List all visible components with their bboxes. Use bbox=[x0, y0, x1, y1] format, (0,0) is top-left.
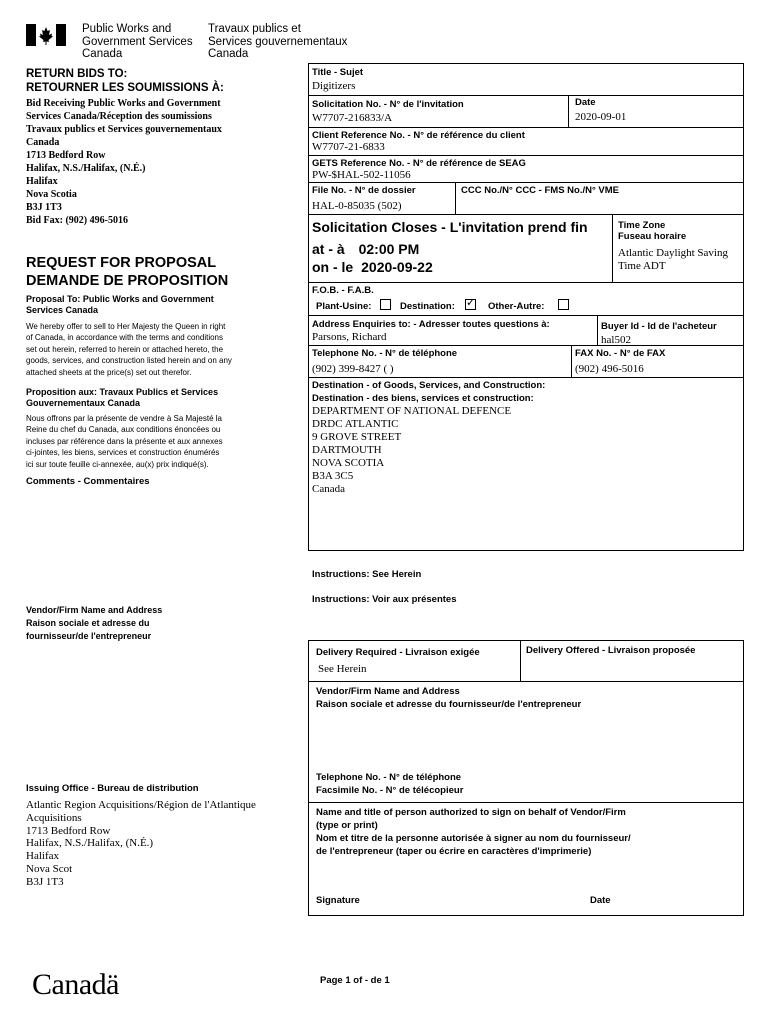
address-enquiries-label: Address Enquiries to: - Adresser toutes questions à: bbox=[312, 319, 550, 330]
address-enquiries-value: Parsons, Richard bbox=[312, 331, 387, 343]
buyer-id-label: Buyer Id - Id de l'acheteur bbox=[601, 321, 717, 332]
delivery-required-label: Delivery Required - Livraison exigée bbox=[316, 647, 480, 658]
vendor-telephone-label: Telephone No. - N° de téléphone bbox=[316, 772, 462, 783]
instructions-fr: Instructions: Voir aux présentes bbox=[312, 594, 457, 605]
signature-date-label: Date bbox=[590, 895, 611, 906]
issuing-office-label: Issuing Office - Bureau de distribution bbox=[26, 783, 199, 794]
date-label: Date bbox=[575, 97, 596, 108]
fax-label: FAX No. - N° de FAX bbox=[575, 348, 666, 359]
vendor-facsimile-label: Facsimile No. - N° de télécopieur bbox=[316, 785, 464, 796]
issuing-office-address: Atlantic Region Acquisitions/Région de l'Atlantique Acquisitions 1713 Bedford Row Halifax, N.S./Halifax, (N.É.) Halifax Nova Scot B3J 1T3 bbox=[26, 799, 256, 888]
solicitation-closes-label: Solicitation Closes - L'invitation prend fin bbox=[312, 219, 588, 235]
vendor-firm-label: Vendor/Firm Name and Address Raison sociale et adresse du fournisseur/de l'entrepreneur bbox=[316, 686, 582, 710]
destination-goods-address: DEPARTMENT OF NATIONAL DEFENCE DRDC ATLANTIC 9 GROVE STREET DARTMOUTH NOVA SCOTIA B3A 3C5 Canada bbox=[312, 405, 512, 495]
plant-checkbox[interactable] bbox=[380, 299, 391, 310]
time-zone-label: Time Zone Fuseau horaire bbox=[618, 220, 687, 242]
canada-flag-icon bbox=[26, 24, 66, 46]
delivery-required-value: See Herein bbox=[318, 663, 367, 675]
canada-wordmark: Canadä bbox=[32, 968, 119, 1001]
solicitation-number-label: Solicitation No. - N° de l'invitation bbox=[312, 99, 464, 110]
department-name-fr: Travaux publics et Services gouvernementaux Canada bbox=[208, 23, 348, 60]
closing-date-value: 2020-09-22 bbox=[361, 259, 433, 275]
other-label: Other-Autre: bbox=[488, 301, 545, 312]
comments-label: Comments - Commentaires bbox=[26, 476, 150, 487]
telephone-facsimile-label bbox=[316, 771, 463, 797]
date-value: 2020-09-01 bbox=[575, 111, 627, 123]
gets-reference-value: PW-$HAL-502-11056 bbox=[312, 169, 411, 181]
vendor-heading-left: Vendor/Firm Name and Address Raison sociale et adresse du fournisseur/de l'entrepreneur bbox=[26, 605, 163, 641]
telephone-value: (902) 399-8427 ( ) bbox=[312, 363, 394, 375]
closing-time-row bbox=[312, 241, 419, 258]
page-number: Page 1 of - de 1 bbox=[320, 975, 390, 986]
signature-label: Signature bbox=[316, 895, 360, 906]
client-reference-value: W7707-21-6833 bbox=[312, 141, 385, 153]
ccc-number-label: CCC No./N° CCC - FMS No./N° VME bbox=[461, 185, 620, 196]
fax-value: (902) 496-5016 bbox=[575, 363, 644, 375]
at-label: at - à bbox=[312, 241, 345, 257]
closing-date-row bbox=[312, 259, 433, 276]
proposal-to-heading: Proposal To: Public Works and Government Services Canada bbox=[26, 294, 214, 315]
bid-receiving-address: Bid Receiving Public Works and Government Services Canada/Réception des soumissions Travaux publics et Services gouvernementaux Canada 1713 Bedford Row Halifax, N.S./Halifax, (N.É.) Halifax Nova Scotia B3J 1T3 Bid Fax: (902) 496-5016 bbox=[26, 98, 222, 226]
on-label: on - le bbox=[312, 259, 354, 275]
plant-label: Plant-Usine: bbox=[316, 301, 372, 312]
other-checkbox[interactable] bbox=[558, 299, 569, 310]
title-value: Digitizers bbox=[312, 80, 356, 92]
destination-checkbox[interactable] bbox=[465, 296, 476, 310]
delivery-offered-label: Delivery Offered - Livraison proposée bbox=[526, 645, 696, 656]
telephone-label: Telephone No. - N° de téléphone bbox=[312, 348, 458, 359]
file-number-label: File No. - N° de dossier bbox=[312, 185, 416, 196]
title-label: Title - Sujet bbox=[312, 67, 364, 78]
authorized-person-label: Name and title of person authorized to sign on behalf of Vendor/Firm (type or print) Nom et titre de la personne autorisée à signer au nom du fournisseur/ de l'entrepreneur (taper ou écrire en caractères d'imprimerie) bbox=[316, 807, 631, 857]
fob-label: F.O.B. - F.A.B. bbox=[312, 285, 374, 296]
proposition-text: Nous offrons par la présente de vendre à Sa Majesté la Reine du chef du Canada, aux conditions énoncées ou incluses par référence dans la présente et aux annexes ci-jointes, les biens, services et construction énumérés ici sur toute feuille ci-annexée, au(x) prix indiqué(s). bbox=[26, 414, 223, 469]
destination-goods-label: Destination - of Goods, Services, and Construction: Destination - des biens, services et construction: bbox=[312, 380, 546, 404]
check-mark-icon: ✓ bbox=[466, 296, 476, 309]
file-number-value: HAL-0-85035 (502) bbox=[312, 200, 402, 212]
solicitation-number-value: W7707-216833/A bbox=[312, 112, 393, 124]
closing-time-value: 02:00 PM bbox=[358, 241, 420, 257]
time-zone-value: Atlantic Daylight Saving Time ADT bbox=[618, 247, 728, 272]
buyer-id-value: hal502 bbox=[601, 334, 631, 346]
client-reference-label: Client Reference No. - N° de référence du client bbox=[312, 130, 525, 141]
return-bids-heading: RETURN BIDS TO: RETOURNER LES SOUMISSIONS À: bbox=[26, 68, 224, 94]
instructions-en: Instructions: See Herein bbox=[312, 569, 422, 580]
destination-label: Destination: bbox=[400, 301, 455, 312]
proposal-to-text: We hereby offer to sell to Her Majesty the Queen in right of Canada, in accordance with the terms and conditions set out herein, referred to herein or attached hereto, the goods, services, and construction listed herein and on any attached sheets at the price(s) set out therefor. bbox=[26, 322, 232, 377]
gets-reference-label: GETS Reference No. - N° de référence de SEAG bbox=[312, 158, 526, 169]
document-type-heading: REQUEST FOR PROPOSAL DEMANDE DE PROPOSITION bbox=[26, 255, 229, 289]
proposition-heading: Proposition aux: Travaux Publics et Services Gouvernementaux Canada bbox=[26, 387, 219, 408]
department-name-en: Public Works and Government Services Canada bbox=[82, 23, 193, 60]
